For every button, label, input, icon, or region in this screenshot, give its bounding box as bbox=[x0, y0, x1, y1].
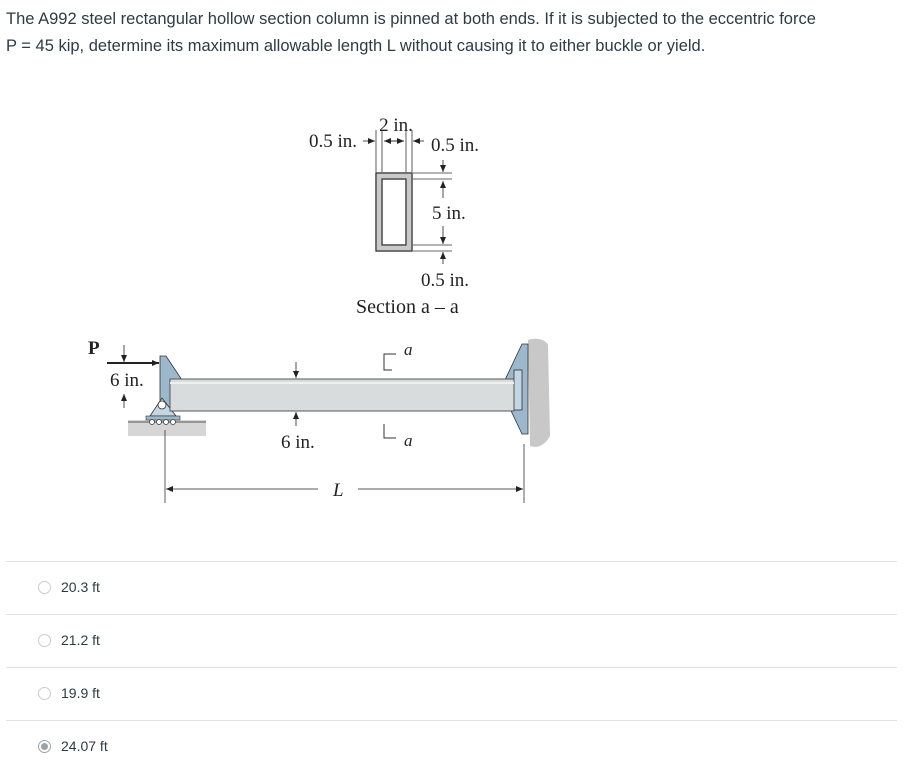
force-label: P bbox=[88, 338, 100, 359]
section-wall-top bbox=[376, 173, 412, 179]
section-label: Section a – a bbox=[356, 296, 459, 318]
section-cut-mark-bottom bbox=[384, 424, 396, 438]
roller bbox=[150, 420, 155, 425]
section-mark-top-label: a bbox=[404, 340, 413, 359]
depth-label: 6 in. bbox=[281, 432, 315, 453]
radio-button-2[interactable] bbox=[38, 634, 51, 647]
section-wall-right bbox=[406, 173, 412, 251]
question-line-1: The A992 steel rectangular hollow section column is pinned at both ends. If it is subjected to the eccentric force bbox=[6, 10, 816, 28]
dim-right-wall-label: 0.5 in. bbox=[431, 135, 480, 156]
eccentricity-label: 6 in. bbox=[110, 370, 144, 391]
right-pin-plate bbox=[514, 370, 522, 410]
answer-label-2[interactable]: 21.2 ft bbox=[61, 632, 100, 648]
answer-option-1[interactable] bbox=[6, 561, 897, 614]
section-wall-bottom bbox=[376, 245, 412, 251]
section-mark-bottom-label: a bbox=[404, 431, 413, 450]
dim-left-wall-label: 0.5 in. bbox=[309, 131, 358, 152]
length-label: L bbox=[333, 480, 344, 501]
dim-height-label: 5 in. bbox=[432, 203, 466, 224]
section-inner bbox=[382, 179, 406, 245]
dim-top-label: 2 in. bbox=[379, 115, 413, 136]
dim-bottom-wall-label: 0.5 in. bbox=[421, 270, 470, 291]
answer-label-3[interactable]: 19.9 ft bbox=[61, 685, 100, 701]
question-text bbox=[6, 6, 896, 60]
section-a-a-drawing bbox=[309, 115, 479, 318]
answer-option-4[interactable] bbox=[6, 720, 897, 773]
radio-button-1[interactable] bbox=[38, 581, 51, 594]
roller bbox=[164, 420, 169, 425]
answer-label-1[interactable]: 20.3 ft bbox=[61, 579, 100, 595]
column-assembly bbox=[88, 338, 550, 503]
question-line-2: P = 45 kip, determine its maximum allowable length L without causing it to either buckle or yield. bbox=[6, 37, 706, 55]
answer-option-3[interactable] bbox=[6, 667, 897, 720]
fixed-wall bbox=[528, 339, 550, 447]
column-diagram bbox=[0, 100, 908, 520]
answer-label-4[interactable]: 24.07 ft bbox=[61, 738, 108, 754]
roller bbox=[157, 420, 162, 425]
problem-figure bbox=[0, 100, 908, 520]
section-cut-mark-top bbox=[384, 354, 396, 370]
radio-button-3[interactable] bbox=[38, 687, 51, 700]
radio-button-4-selected[interactable] bbox=[38, 740, 51, 753]
roller bbox=[171, 420, 176, 425]
answer-option-2[interactable] bbox=[6, 614, 897, 667]
section-wall-left bbox=[376, 173, 382, 251]
